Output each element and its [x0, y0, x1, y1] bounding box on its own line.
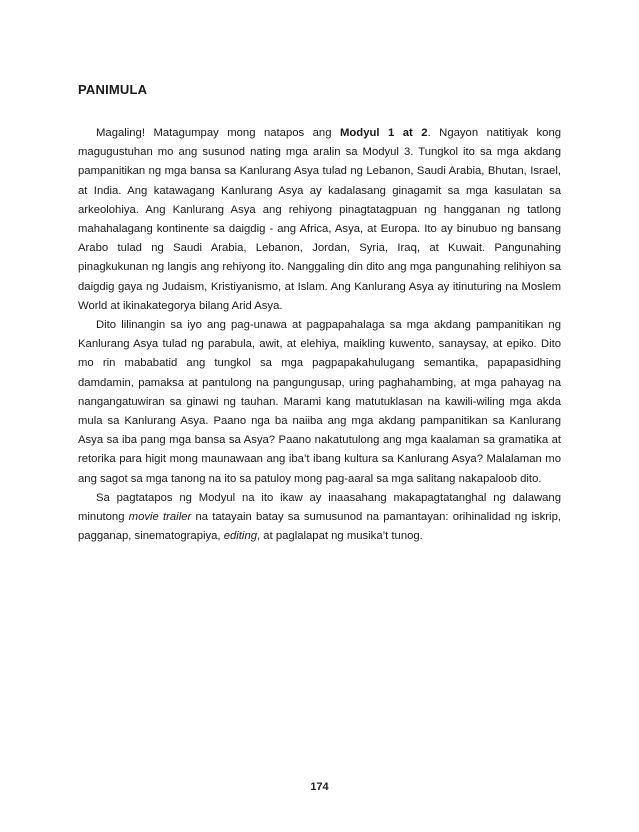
- module-reference-bold: Modyul 1 at 2: [339, 127, 428, 139]
- paragraph-intro: [78, 124, 561, 316]
- paragraph-intro-text-rest: . Ngayon natitiyak kong magugustuhan mo ang susunod nating mga aralin sa Modyul 3. Tungkol ito sa mga akdang pampanitikan ng mga bansa sa Kanlurang Asya tulad ng Lebanon, Saudi Arabia, Bhutan, Israel, at India. Ang katawagang Kanlurang Asya ay kadalasang ginagamit sa mga kasulatan sa arkeolohiya. Ang Kanlurang Asya ang rehiyong pinagtatagpuan ng hangganan ng tatlong mahahalagang kontinente sa daigdig - ang Africa, Asya, at Europa. Ito ay binubuo ng bansang Arabo tulad ng Saudi Arabia, Lebanon, Jordan, Syria, Iraq, at Kuwait. Pangunahing pinagkukunan ng langis ang rehiyong ito. Nanggaling din dito ang mga pangunahing relihiyon sa daigdig gaya ng Judaism, Kristiyanismo, at Islam. Ang Kanlurang Asya ay itinuturing na Moslem World at ikinakategorya bilang Arid Asya.: [78, 127, 562, 312]
- paragraph-task-text-end: , at paglalapat ng musika’t tunog.: [257, 530, 423, 543]
- page-number: 174: [310, 781, 329, 793]
- paragraph-task: [78, 489, 561, 547]
- editing-italic: editing: [223, 530, 258, 543]
- paragraph-task-text-start: Sa pagtatapos ng Modyul na ito ikaw ay inaasahang makapagtatanghal ng dalawang minutong: [78, 491, 561, 524]
- paragraph-intro-text-start: Magaling! Matagumpay mong natapos ang: [96, 127, 340, 139]
- paragraph-task-text-middle: na tatayain batay sa sumusunod na pamantayan: orihinalidad ng iskrip, pagganap, sinematograpiya,: [78, 511, 561, 543]
- section-heading: PANIMULA: [78, 82, 148, 97]
- paragraph-lessons: Dito lilinangin sa iyo ang pag-unawa at pagpapahalaga sa mga akdang pampanitikan ng Kanlurang Asya tulad ng parabula, awit, at elehiya, maikling kuwento, sanaysay, at epiko. Dito mo rin mababatid ang tungkol sa mga pagpapakahulugang semantika, papapasidhing damdamin, pamaksa at pantulong na pangungusap, uring paghahambing, at mga pahayag na nangangatuwiran sa ginawi ng tauhan. Marami kang matutuklasan na kawili-wiling mga akda mula sa Kanlurang Asya. Paano nga ba naiiba ang mga akdang pampanitikan sa Kanlurang Asya sa iba pang mga bansa sa Asya? Paano nakatutulong ang mga kaalaman sa gramatika at retorika para higit mong maunawaan ang iba’t ibang kultura sa Kanlurang Asya? Malalaman mo ang sagot sa mga tanong na ito sa patuloy mong pag-aaral sa mga salitang nakapaloob dito.: [78, 319, 561, 485]
- body-text: [78, 124, 561, 546]
- movie-trailer-italic: movie trailer: [128, 511, 192, 524]
